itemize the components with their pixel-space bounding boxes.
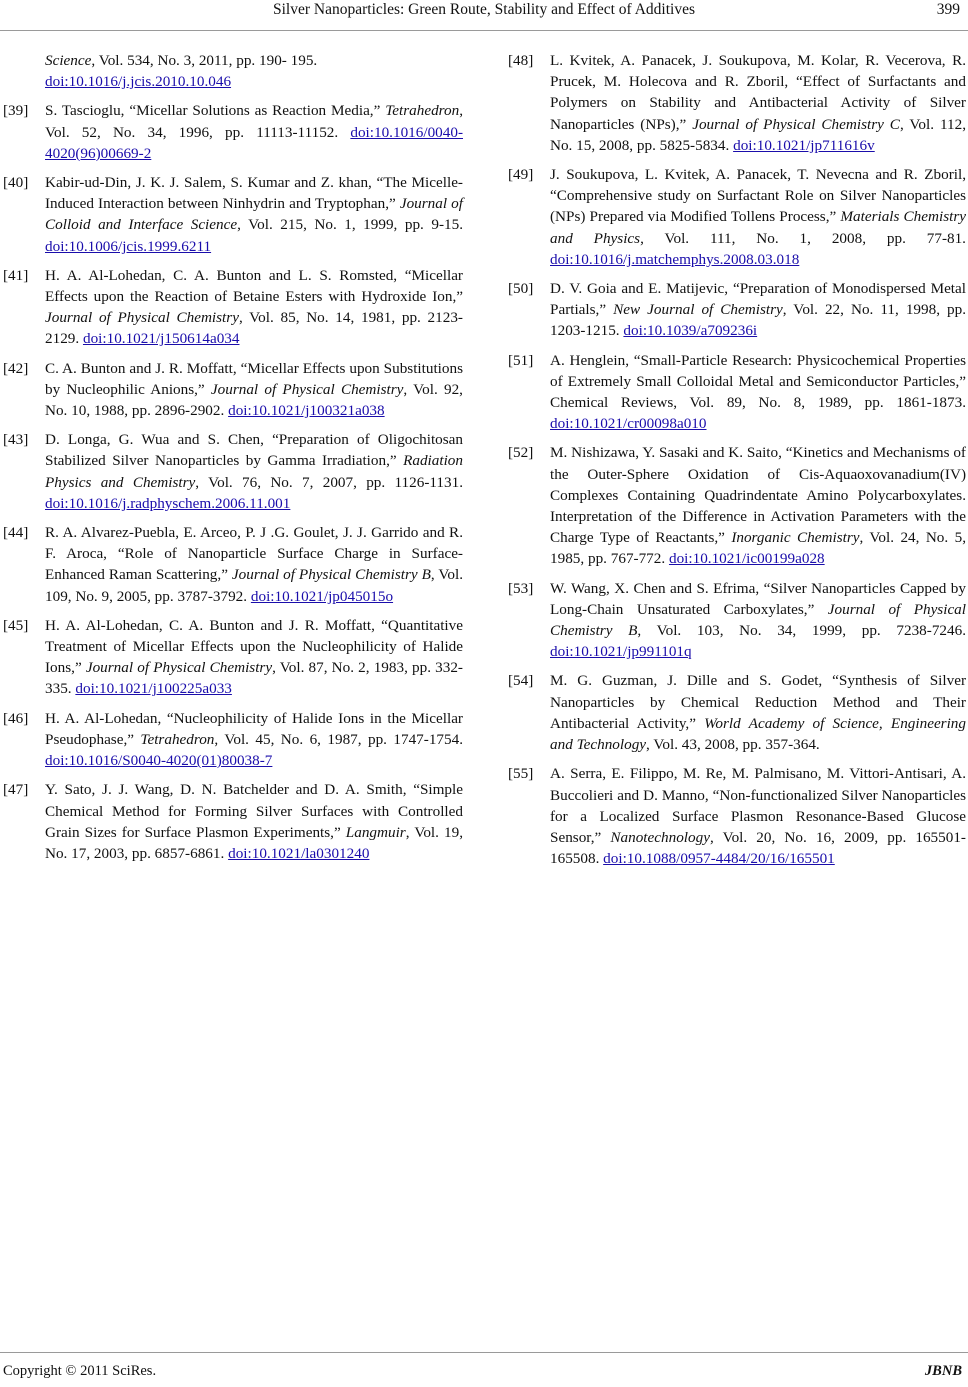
reference-details: , Vol. 76, No. 7, 2007, pp. 1126-1131. [195,473,463,491]
reference-text [45,522,463,607]
continuation-journal: Science [45,52,92,69]
reference-text [550,763,966,869]
left-column [3,50,463,872]
doi-link[interactable]: doi:10.1016/j.matchemphys.2008.03.018 [550,250,800,268]
doi-link[interactable]: doi:10.1006/jcis.1999.6211 [45,237,212,255]
reference-journal: Journal of Colloid and Interface Science [45,195,463,234]
page-footer [0,1352,968,1387]
reference-details: , Vol. 19, No. 17, 2003, pp. 6857-6861. [45,823,463,862]
reference-authors-title: A. Henglein, “Small-Particle Research: Physicochemical Properties of Extremely Small Colloidal Metal and Semiconductor Particles,” Chemical Reviews, Vol. 89, No. 8, 1989, pp. 1861-1873. [550,351,966,412]
reference-number: [39] [3,102,29,120]
reference-text [550,278,966,342]
reference-journal: World Academy of Science, Engineering and Technology [550,714,966,754]
reference-text [45,779,463,864]
reference-number: [43] [3,431,29,449]
reference-details: , Vol. 43, 2008, pp. 357-364. [646,736,820,754]
reference-entry [508,670,966,755]
reference-text [550,164,966,270]
doi-link[interactable]: doi:10.1021/j100321a038 [228,402,385,420]
reference-number: [40] [3,174,29,192]
reference-number: [51] [508,351,534,369]
reference-details: , Vol. 87, No. 2, 1983, pp. 332-335. [45,659,463,698]
reference-journal: Journal of Physical Chemistry B [550,600,966,640]
reference-authors-title: Kabir-ud-Din, J. K. J. Salem, S. Kumar and Z. khan, “The Micelle-Induced Interaction between Ninhydrin and Tryptophan,” [45,174,463,213]
reference-entry [508,164,966,270]
reference-entry [3,708,463,772]
reference-journal: Journal of Physical Chemistry C [692,115,900,133]
doi-link[interactable]: doi:10.1021/jp045015o [250,587,394,605]
doi-link[interactable]: doi:10.1021/la0301240 [228,844,370,862]
journal-abbreviation: JBNB [924,1363,962,1379]
reference-journal: Radiation Physics and Chemistry [45,452,463,491]
reference-details: , Vol. 85, No. 14, 1981, pp. 2123-2129. [45,309,463,348]
reference-authors-title: Y. Sato, J. J. Wang, D. N. Batchelder and D. A. Smith, “Simple Chemical Method for Forming Silver Surfaces with Controlled Grain Sizes for Surface Plasmon Experiments,” [45,781,463,841]
reference-journal: Nanotechnology [610,828,710,846]
reference-number: [52] [508,444,534,462]
reference-journal: Langmuir [345,823,406,841]
reference-text [550,442,966,569]
reference-entry [508,278,966,342]
reference-journal: Journal of Physical Chemistry [210,380,404,398]
reference-entry [3,522,463,607]
reference-details: , Vol. 24, No. 5, 1985, pp. 767-772. [550,529,966,568]
doi-link[interactable]: doi:10.1021/j100225a033 [75,680,232,698]
reference-details: , Vol. 111, No. 1, 2008, pp. 77-81. [640,229,966,247]
reference-text [45,172,463,257]
reference-authors-title: J. Soukupova, L. Kvitek, A. Panacek, T. Nevecna and R. Zboril, “Comprehensive study on Surfactant Role on Silver Nanoparticles (NPs) Prepared via Modified Tollens Process,” [550,166,966,226]
reference-details: , Vol. 109, No. 9, 2005, pp. 3787-3792. [45,566,463,605]
reference-authors-title: W. Wang, X. Chen and S. Efrima, “Silver Nanoparticles Capped by Long-Chain Unsaturated Carboxylates,” [550,579,966,618]
doi-link[interactable]: doi:10.1016/S0040-4020(01)80038-7 [45,752,273,770]
reference-entry [508,442,966,569]
reference-number: [54] [508,672,534,690]
doi-link[interactable]: doi:10.1021/cr00098a010 [550,415,707,433]
reference-journal: Journal of Physical Chemistry B [231,566,431,584]
reference-number: [45] [3,616,29,634]
reference-authors-title: H. A. Al-Lohedan, C. A. Bunton and J. R. Moffatt, “Quantitative Treatment of Micellar Effects upon the Nucleophilicity of Halide Ions,” [45,616,463,677]
reference-text [45,429,463,514]
reference-entry [3,172,463,257]
doi-link[interactable]: doi:10.1016/j.jcis.2010.10.046 [45,73,232,91]
reference-entry [3,265,463,350]
reference-journal: Tetrahedron [140,730,215,748]
reference-number: [50] [508,280,534,298]
reference-authors-title: D. V. Goia and E. Matijevic, “Preparation of Monodispersed Metal Partials,” [550,280,966,319]
doi-link[interactable]: doi:10.1021/j150614a034 [82,330,240,348]
reference-text [45,100,463,164]
reference-authors-title: D. Longa, G. Wua and S. Chen, “Preparation of Oligochitosan Stabilized Silver Nanoparticles by Gamma Irradiation,” [45,431,463,470]
reference-details: , Vol. 103, No. 34, 1999, pp. 7238-7246. [637,622,967,640]
reference-number: [48] [508,52,534,69]
reference-number: [53] [508,579,534,597]
page-number: 399 [936,1,960,18]
reference-details: , Vol. 215, No. 1, 1999, pp. 9-15. [237,216,464,234]
running-title: Silver Nanoparticles: Green Route, Stability and Effect of Additives [273,1,695,18]
doi-link[interactable]: doi:10.1016/0040-4020(96)00669-2 [45,123,463,162]
reference-continuation [3,50,463,92]
doi-link[interactable]: doi:10.1021/jp991101q [550,643,692,661]
reference-authors-title: A. Serra, E. Filippo, M. Re, M. Palmisano, M. Vittori-Antisari, A. Buccolieri and D. Manno, “Non-functionalized Silver Nanoparticles for a Localized Surface Plasmon Resonance-Based Glucose Sensor,” [550,765,966,846]
reference-details: , Vol. 45, No. 6, 1987, pp. 1747-1754. [214,730,463,748]
reference-journal: Tetrahedron [385,102,460,120]
reference-text [550,578,966,663]
page-header [0,0,968,31]
reference-number: [46] [3,709,29,727]
reference-details: , Vol. 52, No. 34, 1996, pp. 11113-11152. [45,102,463,141]
doi-link[interactable]: doi:10.1021/ic00199a028 [668,550,825,568]
reference-entry [3,779,463,864]
doi-link[interactable]: doi:10.1039/a709236i [623,322,758,340]
reference-journal: New Journal of Chemistry [613,301,783,319]
reference-authors-title: R. A. Alvarez-Puebla, E. Arceo, P. J .G. Goulet, J. J. Garrido and R. F. Aroca, “Role of Nanoparticle Surface Charge in Surface-Enhanced Raman Scattering,” [45,524,463,584]
reference-text [550,670,966,755]
reference-number: [42] [3,359,29,377]
reference-text [45,265,463,350]
reference-entry [508,578,966,663]
doi-link[interactable]: doi:10.1021/jp711616v [733,136,875,154]
reference-text [45,708,463,772]
reference-text [550,350,966,435]
doi-link[interactable]: doi:10.1088/0957-4484/20/16/165501 [603,850,835,868]
reference-journal: Journal of Physical Chemistry [45,309,239,327]
reference-number: [44] [3,524,29,542]
reference-journal: Materials Chemistry and Physics [550,208,966,247]
reference-authors-title: C. A. Bunton and J. R. Moffatt, “Micellar Effects upon Substitutions by Nucleophilic Anions,” [45,359,463,398]
reference-journal: Inorganic Chemistry [731,529,860,547]
right-column [508,50,966,877]
reference-entry [3,100,463,164]
continuation-details: , Vol. 534, No. 3, 2011, pp. 190- 195. [91,52,318,69]
reference-authors-title: M. G. Guzman, J. Dille and S. Godet, “Synthesis of Silver Nanoparticles by Chemical Reduction Method and Their Antibacterial Activity,” [550,672,966,732]
reference-authors-title: H. A. Al-Lohedan, C. A. Bunton and L. S. Romsted, “Micellar Effects upon the Reaction of Betaine Esters with Hydroxide Ion,” [45,266,463,306]
reference-number: [55] [508,765,534,783]
reference-text [550,50,966,156]
reference-number: [47] [3,781,29,799]
copyright-notice: Copyright © 2011 SciRes. [3,1363,157,1379]
reference-entry [508,763,966,869]
reference-entry [3,429,463,514]
reference-journal: Journal of Physical Chemistry [85,659,273,677]
reference-details: , Vol. 22, No. 11, 1998, pp. 1203-1215. [550,301,967,340]
reference-authors-title: S. Tascioglu, “Micellar Solutions as Reaction Media,” [45,102,386,120]
reference-text [45,615,463,700]
reference-authors-title: H. A. Al-Lohedan, “Nucleophilicity of Halide Ions in the Micellar Pseudophase,” [45,709,463,748]
reference-details: , Vol. 92, No. 10, 1988, pp. 2896-2902. [45,380,463,420]
reference-authors-title: L. Kvitek, A. Panacek, J. Soukupova, M. Kolar, R. Vecerova, R. Prucek, M. Holecova and R. Zboril, “Effect of Surfactants and Polymers on Stability and Antibacterial Activity of Silver Nanoparticles (NPs),” [550,52,966,133]
reference-authors-title: M. Nishizawa, Y. Sasaki and K. Saito, “Kinetics and Mechanisms of the Outer-Sphere Oxidation of Cis-Aquaoxovanadium(IV) Complexes Containing Quadrindentate Amino Polycarboxylates. Interpretation of the Difference in Activation Parameters with the Charge Type of Reactants,” [550,444,966,547]
reference-number: [49] [508,166,534,184]
reference-number: [41] [3,266,29,284]
reference-entry [3,358,463,422]
reference-details: , Vol. 20, No. 16, 2009, pp. 165501-165508. [550,828,966,868]
reference-entry [508,350,966,435]
doi-link[interactable]: doi:10.1016/j.radphyschem.2006.11.001 [45,494,291,512]
reference-text [45,358,463,422]
reference-entry [3,615,463,700]
reference-entry [508,50,966,156]
reference-details: , Vol. 112, No. 15, 2008, pp. 5825-5834. [550,115,966,154]
